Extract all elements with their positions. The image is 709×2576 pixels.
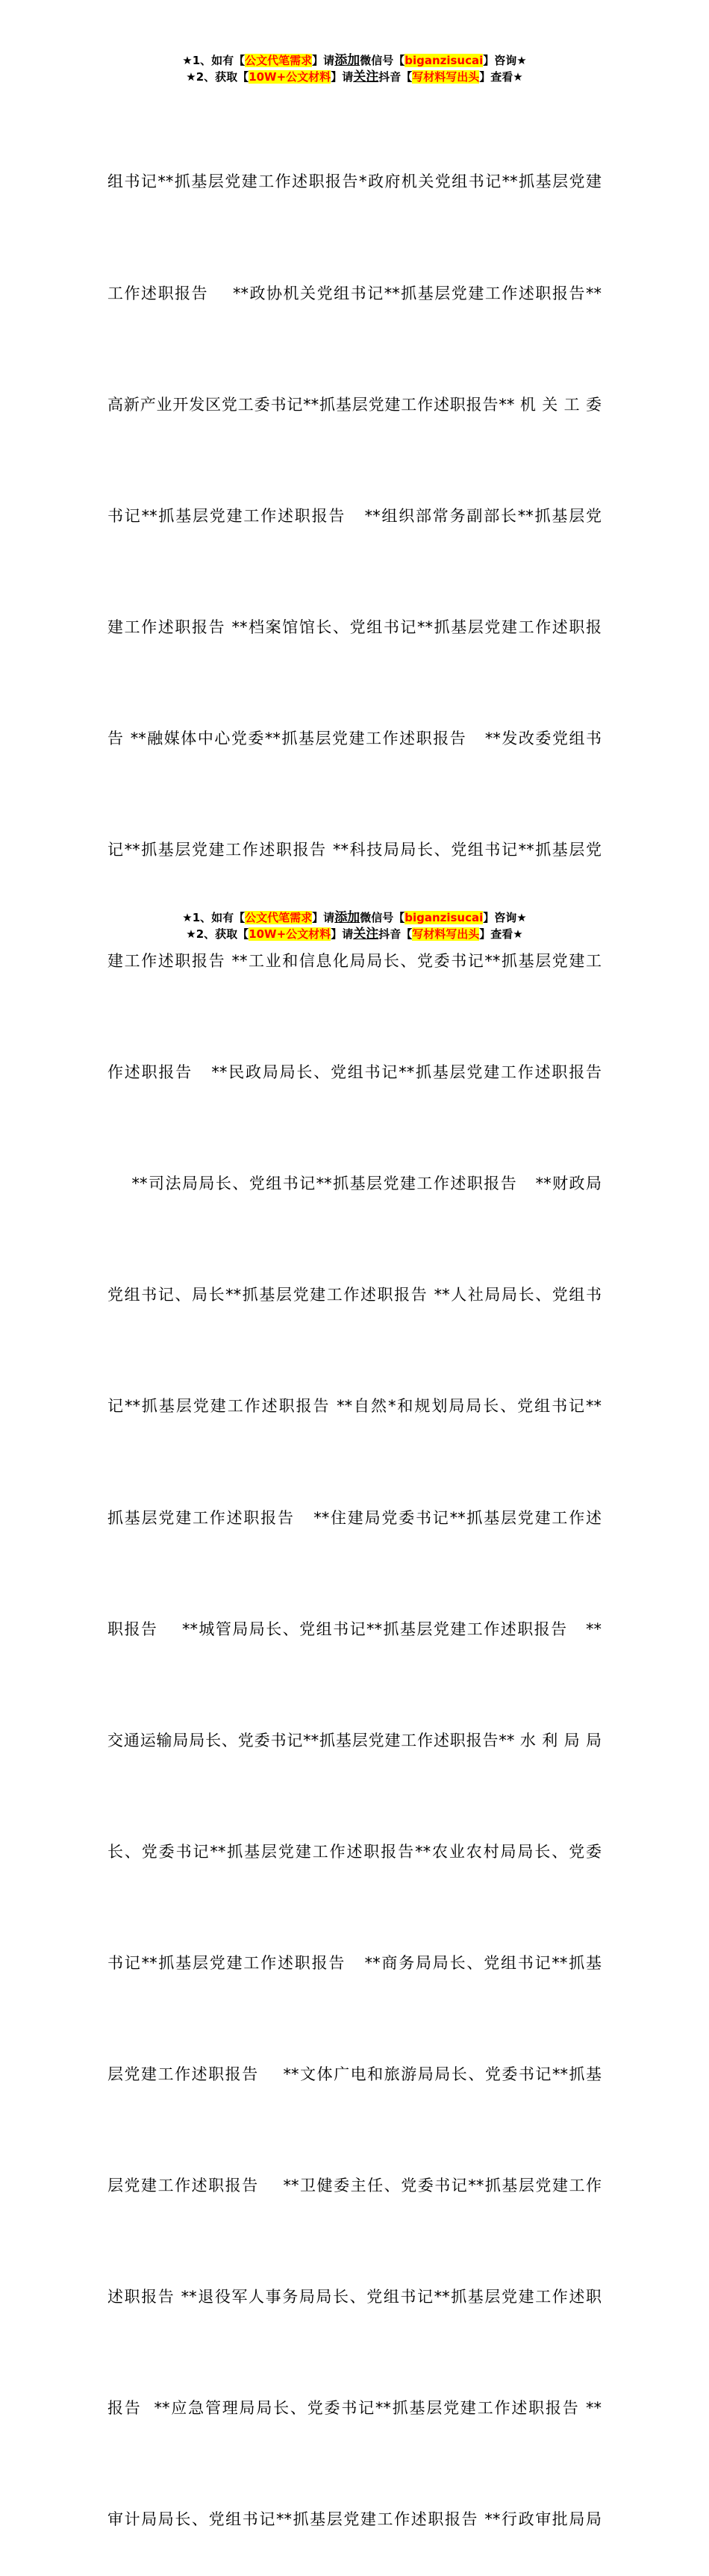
header-promo	[0, 52, 709, 85]
body-line: **司法局局长、党组书记**抓基层党建工作述职报告 **财政局	[107, 1175, 602, 1193]
footer-promo-line-1: ★1、如有【公文代笔需求】请添加微信号【biganzisucai】咨询★	[182, 910, 527, 925]
add-emphasis: 添加	[334, 910, 360, 925]
body-line: 职报告 **城管局局长、党组书记**抓基层党建工作述职报告 **	[107, 1620, 602, 1638]
star-icon: ★	[182, 54, 193, 67]
star-icon: ★	[186, 927, 196, 941]
douyin-account: 写材料写出头	[412, 70, 480, 84]
footer-promo	[0, 909, 709, 942]
document-body	[107, 90, 602, 2576]
body-line: 抓基层党建工作述职报告 **住建局党委书记**抓基层党建工作述	[107, 1508, 602, 1527]
body-line: 记**抓基层党建工作述职报告 **科技局局长、党组书记**抓基层党	[107, 840, 602, 859]
body-line: 报告 **应急管理局局长、党委书记**抓基层党建工作述职报告 **	[107, 2399, 602, 2418]
header-promo-line-1: ★1、如有【公文代笔需求】请添加微信号【biganzisucai】咨询★	[182, 53, 527, 68]
body-line: 作述职报告 **民政局局长、党组书记**抓基层党建工作述职报告	[107, 1063, 602, 1082]
body-line: 书记**抓基层党建工作述职报告 **商务局局长、党组书记**抓基	[107, 1953, 602, 1972]
add-emphasis: 添加	[334, 53, 360, 68]
highlight-materials: 10W+公文材料	[249, 70, 331, 84]
star-icon: ★	[186, 70, 196, 84]
body-line: 长、党委书记**抓基层党建工作述职报告**农业农村局局长、党委	[107, 1842, 602, 1861]
body-line: 工作述职报告 **政协机关党组书记**抓基层党建工作述职报告**	[107, 284, 602, 302]
star-icon: ★	[182, 911, 193, 924]
highlight-materials: 10W+公文材料	[249, 927, 331, 941]
body-line: 述职报告 **退役军人事务局局长、党组书记**抓基层党建工作述职	[107, 2288, 602, 2306]
body-line: 交通运输局局长、党委书记**抓基层党建工作述职报告** 水 利 局 局	[107, 1731, 602, 1749]
footer-promo-line-2: ★2、获取【10W+公文材料】请关注抖音【写材料写出头】查看★	[186, 927, 523, 942]
body-line: 建工作述职报告 **档案馆馆长、党组书记**抓基层党建工作述职报	[107, 617, 602, 636]
body-line: 组书记**抓基层党建工作述职报告*政府机关党组书记**抓基层党建	[107, 172, 602, 191]
wechat-id: biganzisucai	[405, 54, 484, 67]
wechat-id: biganzisucai	[405, 911, 484, 924]
body-line: 层党建工作述职报告 **文体广电和旅游局局长、党委书记**抓基	[107, 2065, 602, 2083]
body-line: 党组书记、局长**抓基层党建工作述职报告 **人社局局长、党组书	[107, 1286, 602, 1304]
body-line: 记**抓基层党建工作述职报告 **自然*和规划局局长、党组书记**	[107, 1397, 602, 1416]
body-line: 审计局局长、党组书记**抓基层党建工作述职报告 **行政审批局局	[107, 2510, 602, 2529]
body-line: 建工作述职报告 **工业和信息化局局长、党委书记**抓基层党建工	[107, 952, 602, 971]
douyin-account: 写材料写出头	[412, 927, 480, 941]
header-promo-line-2: ★2、获取【10W+公文材料】请关注抖音【写材料写出头】查看★	[186, 69, 523, 84]
follow-emphasis: 关注	[353, 69, 379, 84]
body-line: 层党建工作述职报告 **卫健委主任、党委书记**抓基层党建工作	[107, 2177, 602, 2195]
body-line: 告 **融媒体中心党委**抓基层党建工作述职报告 **发改委党组书	[107, 729, 602, 747]
highlight-writing-service: 公文代笔需求	[245, 911, 313, 924]
highlight-writing-service: 公文代笔需求	[245, 54, 313, 67]
body-line: 书记**抓基层党建工作述职报告 **组织部常务副部长**抓基层党	[107, 506, 602, 525]
follow-emphasis: 关注	[353, 927, 379, 942]
body-line: 高新产业开发区党工委书记**抓基层党建工作述职报告** 机 关 工 委	[107, 395, 602, 414]
